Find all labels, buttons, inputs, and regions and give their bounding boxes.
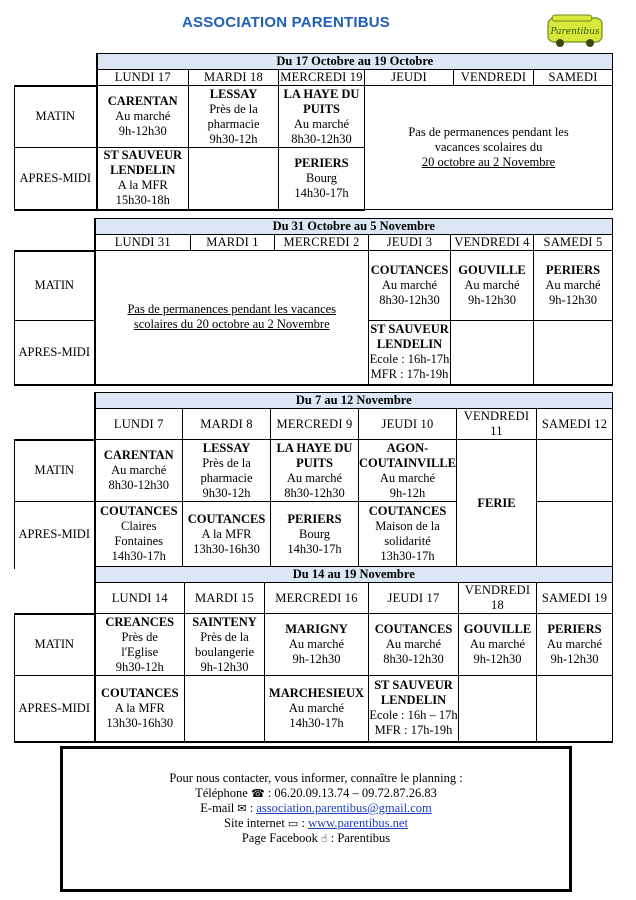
- day-header: SAMEDI 19: [537, 583, 613, 614]
- day-header: LUNDI 14: [95, 583, 185, 614]
- row-label-matin: MATIN: [15, 86, 97, 148]
- facebook-value: : Parentibus: [327, 831, 391, 845]
- day-header: VENDREDI 11: [457, 409, 537, 440]
- day-header: SAMEDI: [534, 70, 613, 86]
- schedule-cell: COUTANCES Claires Fontaines 14h30-17h: [95, 502, 183, 568]
- schedule-cell: LESSAY Près de la pharmacie 9h30-12h: [189, 86, 279, 148]
- schedule-cell-empty: [459, 676, 537, 742]
- web-separator: :: [298, 816, 309, 830]
- week-2-table: [14, 218, 613, 386]
- day-header: MERCREDI 19: [280, 70, 363, 84]
- day-header: MARDI 15: [185, 583, 265, 614]
- row-label-matin: MATIN: [15, 614, 95, 676]
- day-header: MARDI 8: [183, 409, 271, 440]
- day-header: MERCREDI 9: [271, 409, 359, 440]
- schedule-cell: LA HAYE DU PUITS Au marché 8h30-12h30: [279, 86, 365, 148]
- day-header: MARDI 18: [189, 70, 279, 86]
- schedule-cell-empty: [451, 321, 534, 385]
- schedule-cell: LESSAY Près de la pharmacie 9h30-12h: [183, 440, 271, 502]
- day-header: VENDREDI: [454, 70, 534, 86]
- schedule-cell: AGON- COUTAINVILLE Au marché 9h-12h: [359, 440, 457, 500]
- contact-phone: [63, 786, 569, 801]
- day-header: JEUDI: [365, 70, 454, 86]
- week-header: Du 17 Octobre au 19 Octobre: [97, 54, 613, 70]
- week-header: Du 7 au 12 Novembre: [95, 393, 613, 409]
- schedule-cell: COUTANCES A la MFR 13h30-16h30: [183, 502, 271, 568]
- schedule-cell: PERIERS Bourg 14h30-17h: [271, 502, 359, 568]
- no-permanence-notice: Pas de permanences pendant les vacances scolaires du 20 octobre au 2 Novembre: [365, 86, 613, 210]
- schedule-cell-empty: [534, 321, 613, 385]
- no-permanence-notice: Pas de permanences pendant les vacances scolaires du 20 octobre au 2 Novembre: [95, 251, 369, 385]
- day-header: LUNDI 7: [95, 409, 183, 440]
- schedule-cell: MARCHESIEUX Au marché 14h30-17h: [265, 676, 369, 742]
- schedule-cell-empty: [537, 440, 613, 502]
- svg-text:Parentibus: Parentibus: [550, 27, 600, 37]
- computer-icon: ▭: [287, 817, 299, 830]
- day-header: VENDREDI 4: [451, 235, 534, 251]
- phone-label: Téléphone: [195, 786, 248, 800]
- row-label-matin: MATIN: [15, 251, 95, 321]
- day-header: JEUDI 3: [369, 235, 451, 251]
- day-header: MERCREDI 16: [265, 583, 369, 614]
- schedule-cell: GOUVILLE Au marché 9h-12h30: [451, 251, 534, 321]
- schedule-cell: LA HAYE DU PUITS Au marché 8h30-12h30: [271, 440, 359, 502]
- schedule-cell: PERIERS Au marché 9h-12h30: [537, 614, 613, 676]
- week-header: Du 14 au 19 Novembre: [95, 567, 613, 583]
- schedule-cell-empty: [185, 676, 265, 742]
- contact-box: [60, 746, 572, 892]
- web-label: Site internet: [224, 816, 285, 830]
- contact-email: [63, 801, 569, 816]
- schedule-cell: COUTANCES Au marché 8h30-12h30: [369, 251, 451, 321]
- row-label-apres-midi: APRES-MIDI: [15, 502, 95, 568]
- day-header: MERCREDI 2: [275, 235, 369, 251]
- week-3-table: [14, 392, 613, 569]
- day-header: JEUDI 10: [359, 409, 457, 440]
- contact-intro: Pour nous contacter, vous informer, connaître le planning :: [169, 771, 463, 785]
- email-separator: :: [246, 801, 257, 815]
- schedule-cell: COUTANCES A la MFR 13h30-16h30: [95, 676, 185, 742]
- schedule-cell: PERIERS Bourg 14h30-17h: [279, 148, 365, 210]
- schedule-cell: CARENTAN Au marché 8h30-12h30: [95, 440, 183, 502]
- website-link[interactable]: www.parentibus.net: [308, 816, 408, 830]
- schedule-cell: ST SAUVEUR LENDELIN Ecole : 16h-17h MFR : 17h-19h: [369, 321, 451, 385]
- facebook-label: Page Facebook: [241, 831, 318, 845]
- day-header: LUNDI 17: [97, 70, 189, 86]
- schedule-cell: COUTANCES Au marché 8h30-12h30: [369, 614, 459, 676]
- page-title: ASSOCIATION PARENTIBUS: [181, 14, 391, 31]
- day-header: JEUDI 17: [369, 583, 459, 614]
- schedule-cell: COUTANCES Maison de la solidarité 13h30-17h: [359, 502, 457, 568]
- week-4-table: [14, 566, 613, 743]
- schedule-cell: CREANCES Près de l'Eglise 9h30-12h: [95, 614, 185, 676]
- contact-website: [63, 816, 569, 831]
- email-link[interactable]: association.parentibus@gmail.com: [256, 801, 432, 815]
- day-header: SAMEDI 5: [534, 235, 613, 251]
- ferie-cell: FERIE: [457, 440, 537, 568]
- phone-value: : 06.20.09.13.74 – 09.72.87.26.83: [264, 786, 437, 800]
- row-label-apres-midi: APRES-MIDI: [15, 148, 97, 210]
- week-header: Du 31 Octobre au 5 Novembre: [95, 219, 613, 235]
- hand-pointer-icon: ☝: [320, 832, 328, 845]
- week-1-table: [14, 53, 613, 211]
- schedule-cell: GOUVILLE Au marché 9h-12h30: [459, 614, 537, 676]
- envelope-icon: ✉: [237, 802, 247, 815]
- schedule-cell: MARIGNY Au marché 9h-12h30: [265, 614, 369, 676]
- day-header: MARDI 1: [191, 235, 275, 251]
- row-label-apres-midi: APRES-MIDI: [15, 676, 95, 742]
- day-header: VENDREDI 18: [459, 583, 537, 614]
- day-header: LUNDI 31: [95, 235, 191, 251]
- schedule-cell: CARENTAN Au marché 9h-12h30: [97, 86, 189, 148]
- schedule-cell-empty: [189, 148, 279, 210]
- schedule-cell: SAINTENY Près de la boulangerie 9h-12h30: [185, 614, 265, 676]
- schedule-cell: PERIERS Au marché 9h-12h30: [534, 251, 613, 321]
- contact-facebook: [63, 831, 569, 846]
- row-label-matin: MATIN: [15, 440, 95, 502]
- schedule-cell: ST SAUVEUR LENDELIN Ecole : 16h – 17h MFR : 17h-19h: [369, 676, 459, 742]
- schedule-cell-empty: [537, 676, 613, 742]
- row-label-apres-midi: APRES-MIDI: [15, 321, 95, 385]
- parentibus-bus-logo: [544, 12, 606, 50]
- schedule-cell-empty: [537, 502, 613, 568]
- email-label: E-mail: [200, 801, 235, 815]
- schedule-cell: ST SAUVEUR LENDELIN A la MFR 15h30-18h: [97, 148, 189, 210]
- day-header: SAMEDI 12: [537, 409, 613, 440]
- phone-icon: ☎: [250, 787, 265, 800]
